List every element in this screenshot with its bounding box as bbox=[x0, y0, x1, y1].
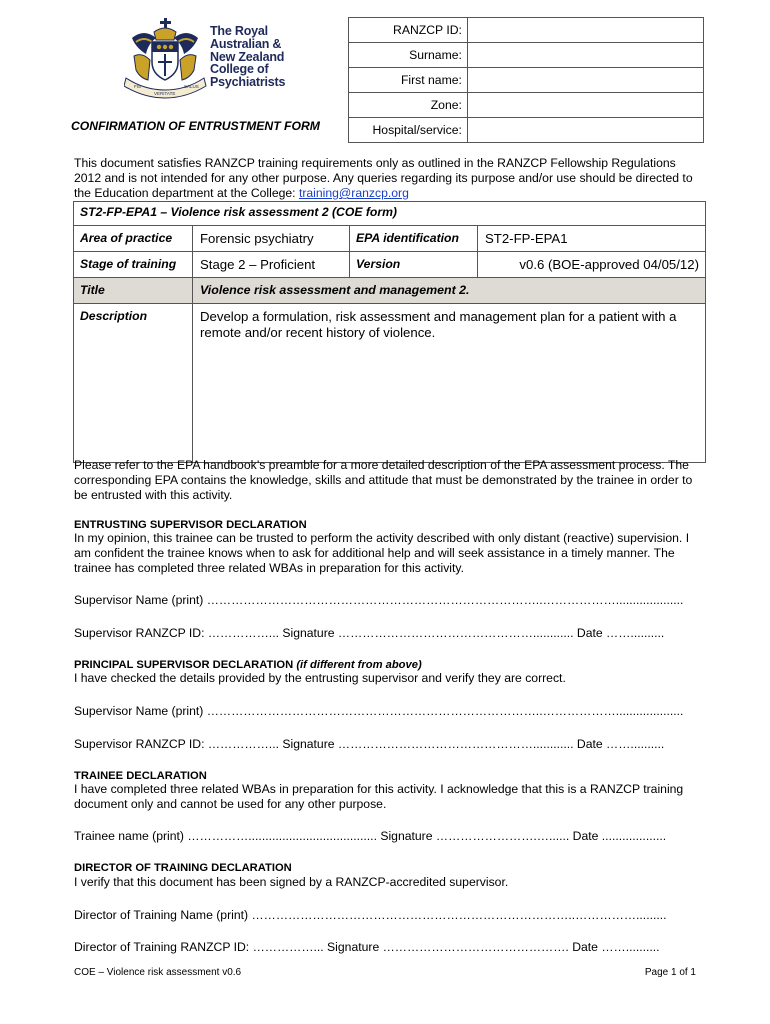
description-value: Develop a formulation, risk assessment and management plan for a patient with a remote and/or recent history of violence. bbox=[193, 304, 706, 463]
director-id-line[interactable]: Director of Training RANZCP ID: ……………... Signature ………………………………………. Date …….......... bbox=[74, 940, 660, 954]
area-of-practice-label: Area of practice bbox=[74, 226, 193, 252]
trainee-heading: TRAINEE DECLARATION bbox=[74, 770, 207, 782]
svg-text:FIS: FIS bbox=[134, 84, 142, 89]
epa-table bbox=[73, 201, 706, 463]
epa-header: ST2-FP-EPA1 – Violence risk assessment 2 (COE form) bbox=[74, 202, 706, 226]
entrusting-heading: ENTRUSTING SUPERVISOR DECLARATION bbox=[74, 519, 307, 531]
education-email-link[interactable]: training@ranzcp.org bbox=[298, 186, 409, 200]
version-label: Version bbox=[350, 252, 478, 278]
coat-of-arms-icon bbox=[124, 18, 210, 100]
ranzcp-id-field[interactable] bbox=[467, 18, 703, 43]
stage-of-training-value: Stage 2 – Proficient bbox=[193, 252, 350, 278]
area-of-practice-value: Forensic psychiatry bbox=[193, 226, 350, 252]
title-label: Title bbox=[74, 278, 193, 304]
college-name: The Royal Australian & New Zealand College of Psychiatrists bbox=[210, 24, 286, 90]
principal-heading: PRINCIPAL SUPERVISOR DECLARATION (if different from above) bbox=[74, 659, 422, 671]
first-name-label: First name: bbox=[349, 68, 468, 93]
svg-text:VERITATE: VERITATE bbox=[154, 91, 176, 96]
title-value: Violence risk assessment and management 2. bbox=[193, 278, 706, 304]
surname-label: Surname: bbox=[349, 43, 468, 68]
first-name-field[interactable] bbox=[467, 68, 703, 93]
version-value: v0.6 (BOE-approved 04/05/12) bbox=[478, 252, 706, 278]
principal-supervisor-name-line[interactable]: Supervisor Name (print) ………………………………………………………………………..……………….................... bbox=[74, 704, 684, 718]
form-title: CONFIRMATION OF ENTRUSTMENT FORM bbox=[71, 119, 320, 133]
epa-identification-value: ST2-FP-EPA1 bbox=[478, 226, 706, 252]
entrusting-supervisor-id-line[interactable]: Supervisor RANZCP ID: ……………... Signature …………………………………………............ Date …….......... bbox=[74, 626, 665, 640]
hospital-label: Hospital/service: bbox=[349, 118, 468, 143]
svg-text:SALUS: SALUS bbox=[184, 84, 199, 89]
surname-field[interactable] bbox=[467, 43, 703, 68]
stage-of-training-label: Stage of training bbox=[74, 252, 193, 278]
college-logo bbox=[124, 18, 296, 100]
ranzcp-id-label: RANZCP ID: bbox=[349, 18, 468, 43]
entrusting-text: In my opinion, this trainee can be trusted to perform the activity described with only distant (reactive) supervision. I am confident the trainee knows when to ask for additional help and will seek assistance in a timely manner. The trainee has completed three related WBAs in preparation for this activity. bbox=[74, 531, 690, 575]
director-heading: DIRECTOR OF TRAINING DECLARATION bbox=[74, 862, 292, 874]
trainee-id-box bbox=[348, 17, 704, 143]
zone-label: Zone: bbox=[349, 93, 468, 118]
footer-document-name: COE – Violence risk assessment v0.6 bbox=[74, 967, 242, 978]
zone-field[interactable] bbox=[467, 93, 703, 118]
footer-page-number: Page 1 of 1 bbox=[644, 967, 696, 978]
entrusting-supervisor-name-line[interactable]: Supervisor Name (print) ………………………………………………………………………..……………….................... bbox=[74, 593, 684, 607]
handbook-note: Please refer to the EPA handbook’s preamble for a more detailed description of the EPA assessment process. The corresponding EPA contains the knowledge, skills and attitude that must be demonstrated by the trainee in order to be entrusted with this activity. bbox=[74, 458, 693, 502]
trainee-text: I have completed three related WBAs in preparation for this activity. I acknowledge that this is a RANZCP training document only and cannot be used for any other purpose. bbox=[74, 782, 684, 811]
director-text: I verify that this document has been signed by a RANZCP-accredited supervisor. bbox=[74, 875, 509, 889]
trainee-signature-line[interactable]: Trainee name (print) ……………...................................... Signature …………………….…...... Date ................... bbox=[74, 829, 667, 843]
intro-paragraph bbox=[74, 156, 699, 201]
principal-text: I have checked the details provided by the entrusting supervisor and verify they are correct. bbox=[74, 671, 566, 685]
intro-text: This document satisfies RANZCP training requirements only as outlined in the RANZCP Fellowship Regulations 2012 and is not intended for any other purpose. Any queries regarding its purpose and/or use should be directed to the Education department at the College: bbox=[74, 156, 693, 200]
director-name-line[interactable]: Director of Training Name (print) ……………………………………………………………………..……………......... bbox=[74, 908, 667, 922]
description-label: Description bbox=[74, 304, 193, 463]
principal-supervisor-id-line[interactable]: Supervisor RANZCP ID: ……………... Signature …………………………………………............ Date …….......... bbox=[74, 737, 665, 751]
epa-identification-label: EPA identification bbox=[350, 226, 478, 252]
hospital-field[interactable] bbox=[467, 118, 703, 143]
